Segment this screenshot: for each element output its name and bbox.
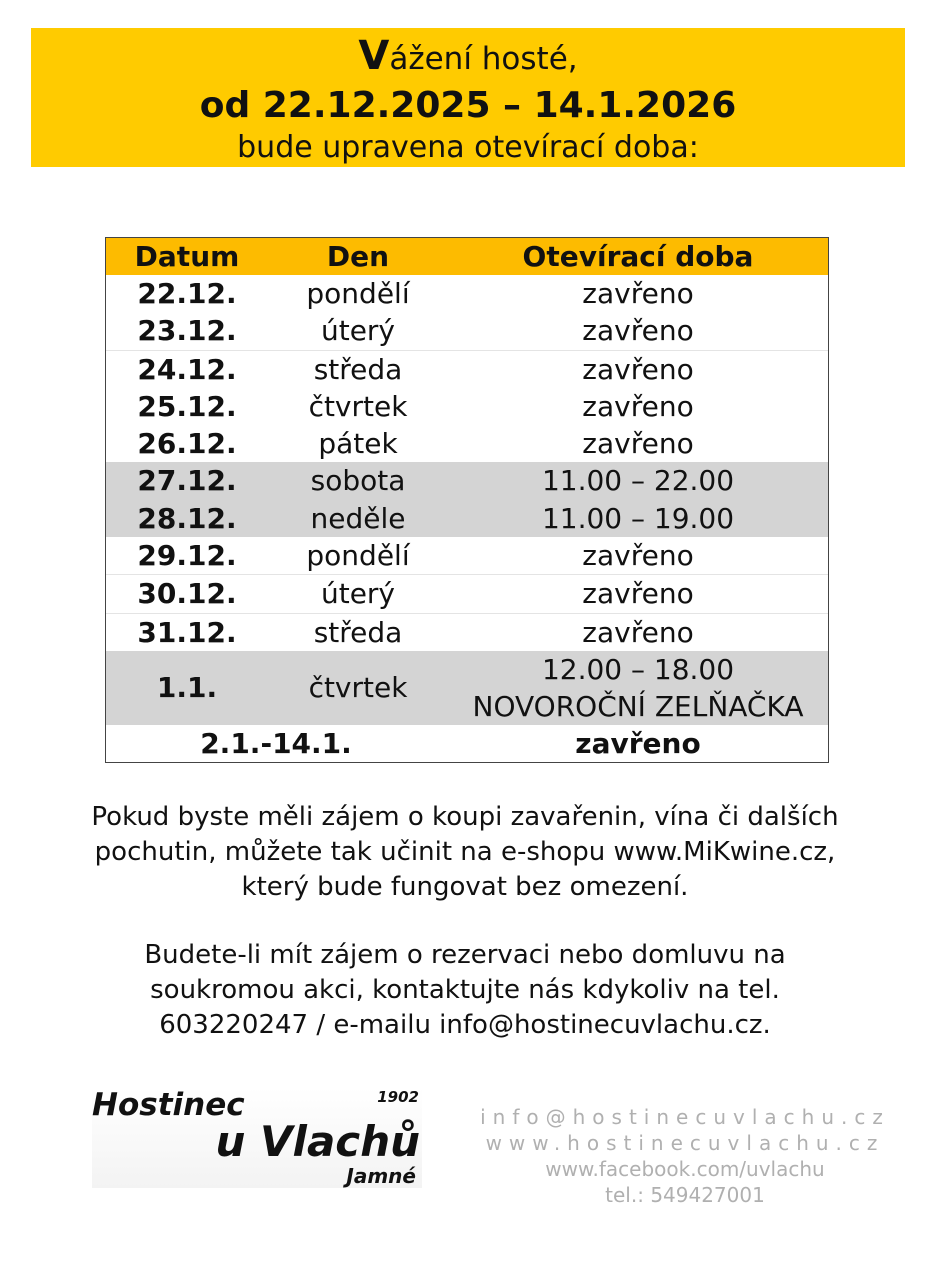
contact-web[interactable]: www.hostinecuvlachu.cz (485, 1131, 885, 1155)
text-line: Pokud byste měli zájem o koupi zavařenin, vína či dalších (91, 802, 839, 832)
contact-block (470, 1104, 900, 1208)
row-day: pondělí (306, 277, 410, 310)
table-row (106, 425, 828, 462)
table-row (106, 574, 828, 612)
row-date: 22.12. (137, 277, 237, 310)
row-note: NOVOROČNÍ ZELŇAČKA (472, 689, 804, 723)
table-row (106, 651, 828, 725)
row-day: pátek (318, 427, 398, 461)
row-hours: zavřeno (582, 314, 694, 348)
booking-paragraph (0, 938, 930, 1043)
opening-hours-table (105, 237, 829, 763)
eshop-paragraph (0, 800, 930, 905)
row-date: 23.12. (137, 314, 237, 348)
row-hours: 11.00 – 22.00 (541, 464, 735, 498)
text-line: Budete-li mít zájem o rezervaci nebo domluvu na (144, 940, 786, 970)
row-day: sobota (310, 464, 406, 498)
row-date: 29.12. (137, 539, 237, 573)
row-date: 28.12. (137, 501, 237, 535)
contact-email[interactable]: info@hostinecuvlachu.cz (480, 1105, 890, 1129)
row-date: 25.12. (137, 389, 237, 423)
logo-line-1: Hostinec (92, 1087, 245, 1123)
table-header-row (106, 238, 828, 275)
table-row (106, 350, 828, 388)
table-row (106, 725, 828, 762)
row-day: středa (313, 615, 403, 649)
table-row (106, 275, 828, 312)
hostinec-logo (92, 1088, 422, 1188)
row-date: 1.1. (156, 670, 218, 704)
subtitle: bude upravena otevírací doba: (237, 130, 699, 165)
row-hours: zavřeno (582, 277, 694, 310)
row-hours: zavřeno (582, 389, 694, 423)
table-row (106, 537, 828, 574)
row-date: 26.12. (137, 427, 237, 461)
contact-phone: tel.: 549427001 (605, 1183, 765, 1207)
row-date: 31.12. (137, 615, 237, 649)
table-row (106, 500, 828, 537)
table-row (106, 462, 828, 499)
row-date: 2.1.-14.1. (200, 726, 352, 760)
row-day: čtvrtek (308, 389, 408, 423)
header-day: Den (326, 240, 390, 273)
text-line: který bude fungovat bez omezení. (241, 872, 689, 902)
contact-facebook[interactable]: www.facebook.com/uvlachu (545, 1157, 825, 1181)
logo-year: 1902 (377, 1088, 419, 1106)
table-row (106, 613, 828, 651)
logo-line-2: u Vlachů (215, 1117, 420, 1166)
table-row (106, 388, 828, 425)
date-range: od 22.12.2025 – 14.1.2026 (199, 85, 737, 126)
row-hours: 11.00 – 19.00 (541, 501, 735, 535)
row-day: neděle (310, 501, 406, 535)
row-date: 24.12. (137, 352, 237, 386)
greeting (31, 34, 905, 81)
logo-line-3: Jamné (346, 1164, 416, 1188)
row-hours: zavřeno (582, 615, 694, 649)
row-day: čtvrtek (308, 670, 408, 704)
greeting-rest: ážení hosté, (389, 41, 578, 77)
header-date: Datum (134, 240, 240, 273)
row-hours: zavřeno (582, 539, 694, 573)
row-day: úterý (320, 314, 396, 348)
text-line: soukromou akci, kontaktujte nás kdykoliv na tel. (150, 975, 780, 1005)
header-banner (31, 28, 905, 167)
row-day: středa (313, 352, 403, 386)
row-day: pondělí (306, 539, 410, 573)
row-day: úterý (320, 577, 396, 611)
row-hours: zavřeno (582, 577, 694, 611)
text-line: 603220247 / e-mailu info@hostinecuvlachu.cz. (159, 1010, 771, 1040)
row-hours: zavřeno (575, 726, 701, 760)
row-hours: 12.00 – 18.00 (541, 652, 735, 686)
row-date: 30.12. (137, 577, 237, 611)
header-hours: Otevírací doba (522, 240, 754, 273)
row-hours: zavřeno (582, 427, 694, 461)
text-line: pochutin, můžete tak učinit na e-shopu www.MiKwine.cz, (94, 837, 836, 867)
row-date: 27.12. (137, 464, 237, 498)
greeting-initial: V (358, 33, 390, 79)
row-hours-cell (446, 651, 830, 725)
row-hours: zavřeno (582, 352, 694, 386)
table-row (106, 312, 828, 349)
